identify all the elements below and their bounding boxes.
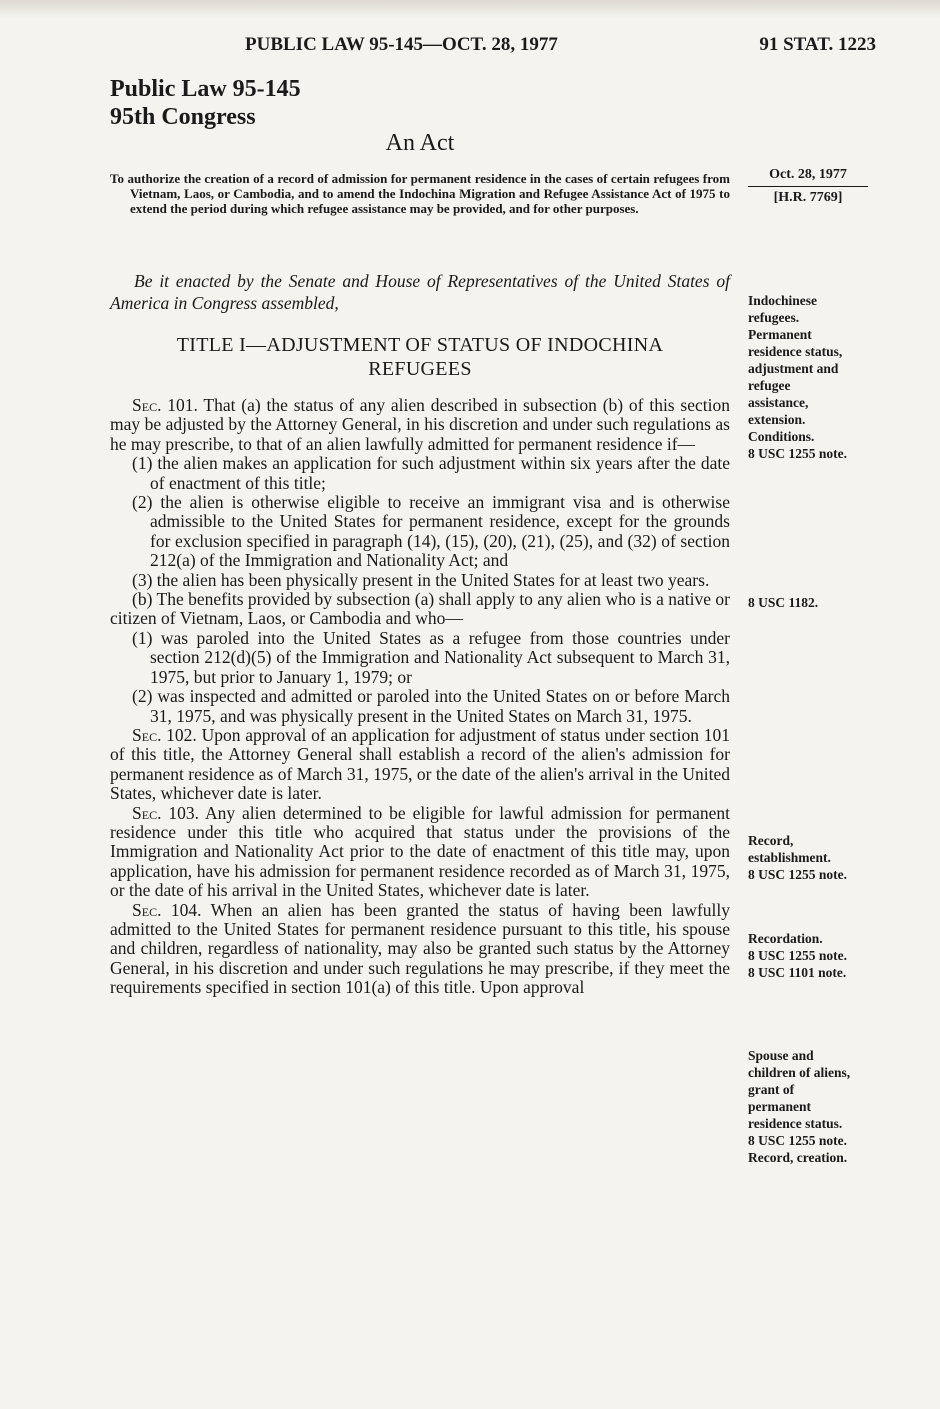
margin-note-spouse-children: Spouse and children of aliens, grant of permanent residence status. 8 USC 1255 note. Record, creation. bbox=[748, 1048, 851, 1165]
header-stat-page: 91 STAT. 1223 bbox=[759, 34, 876, 55]
section-101-a-1: (1) the alien makes an application for such adjustment within six years after the date of enactment of this title; bbox=[132, 453, 730, 493]
bill-number: [H.R. 7769] bbox=[773, 190, 843, 205]
section-101-b: (b) The benefits provided by subsection (a) shall apply to any alien who is a native or citizen of Vietnam, Laos, or Cambodia and who— bbox=[110, 589, 730, 629]
section-101-b-2: (2) was inspected and admitted or paroled into the United States on or before March 31, 1975, and was physically present in the United States on March 31, 1975. bbox=[132, 686, 730, 726]
enactment-date-note bbox=[748, 164, 868, 209]
enacting-clause: Be it enacted by the Senate and House of Representatives of the United States of America in Congress assembled, bbox=[110, 271, 730, 313]
header-law-date: PUBLIC LAW 95-145—OCT. 28, 1977 bbox=[245, 34, 558, 55]
section-label: Sec. 101. bbox=[132, 395, 198, 415]
page-top-shadow bbox=[0, 0, 940, 18]
act-heading: An Act bbox=[385, 130, 455, 156]
law-number: Public Law 95-145 bbox=[110, 76, 301, 102]
section-103: Sec. 103. Any alien determined to be eligible for lawful admission for permanent residence under this title who acquired that status under the provisions of the Immigration and Nationality Act prior to the date of enactment of this title may, upon application, have his admission for permanent residence recorded as of March 31, 1975, or the date of his arrival in the United States, whichever date is later. bbox=[110, 802, 730, 901]
title-heading bbox=[110, 333, 730, 381]
section-104: Sec. 104. When an alien has been granted the status of having been lawfully admitted to the United States for permanent residence pursuant to this title, his spouse and children, regardless of nationality, may also be granted such status by the Attorney General, in his discretion and under such regulations he may prescribe, if they meet the requirements specified in section 101(a) of this title. Upon approval bbox=[110, 899, 730, 998]
section-label: Sec. 102. bbox=[132, 724, 197, 745]
margin-note-indochinese: Indochinese refugees. Permanent residence status, adjustment and refugee assistance, extension. Conditions. 8 USC 1255 note. bbox=[748, 293, 848, 461]
section-101-a-3: (3) the alien has been physically present in the United States for at least two years. bbox=[132, 569, 710, 590]
section-101-intro: Sec. 101. That (a) the status of any alien described in subsection (b) of this section may be adjusted by the Attorney General, in his discretion and under such regulations as he may prescribe, to that of an alien lawfully admitted for permanent residence if— bbox=[110, 395, 731, 454]
congress-number: 95th Congress bbox=[110, 104, 256, 130]
margin-note-record: Record, establishment. 8 USC 1255 note. bbox=[748, 833, 848, 882]
statute-body bbox=[110, 396, 730, 998]
section-label: Sec. 103. bbox=[132, 802, 199, 823]
title-heading-line-2: REFUGEES bbox=[368, 358, 472, 380]
margin-note-usc-1182: 8 USC 1182. bbox=[748, 595, 819, 610]
section-101-b-1: (1) was paroled into the United States as a refugee from those countries under section 212(d)(5) of the Immigration and Nationality Act subsequent to March 31, 1975, but prior to January 1, 1979; or bbox=[132, 627, 730, 687]
title-heading-line-1: TITLE I—ADJUSTMENT OF STATUS OF INDOCHINA bbox=[176, 334, 664, 356]
section-101-a-2: (2) the alien is otherwise eligible to receive an immigrant visa and is otherwise admissible to the United States for permanent residence, except for the grounds for exclusion specified in paragraph (14), (15), (20), (21), (25), and (32) of section 212(a) of the Immigration and Nationality Act; and bbox=[132, 492, 730, 571]
margin-note-recordation: Recordation. 8 USC 1255 note. 8 USC 1101 note. bbox=[748, 931, 848, 980]
section-label: Sec. 104. bbox=[132, 899, 202, 920]
section-102: Sec. 102. Upon approval of an application for adjustment of status under section 101 of this title, the Attorney General shall establish a record of the alien's admission for permanent residence as of March 31, 1975, or the date of the alien's arrival in the United States, whichever date is later. bbox=[110, 724, 730, 804]
act-purpose: To authorize the creation of a record of admission for permanent residence in the cases of certain refugees from Vietnam, Laos, or Cambodia, and to amend the Indochina Migration and Refugee Assistance Act of 1975 to extend the period during which refugee assistance may be provided, and for other purposes. bbox=[110, 171, 730, 216]
enactment-date: Oct. 28, 1977 bbox=[748, 164, 868, 187]
law-identifier bbox=[110, 75, 301, 131]
